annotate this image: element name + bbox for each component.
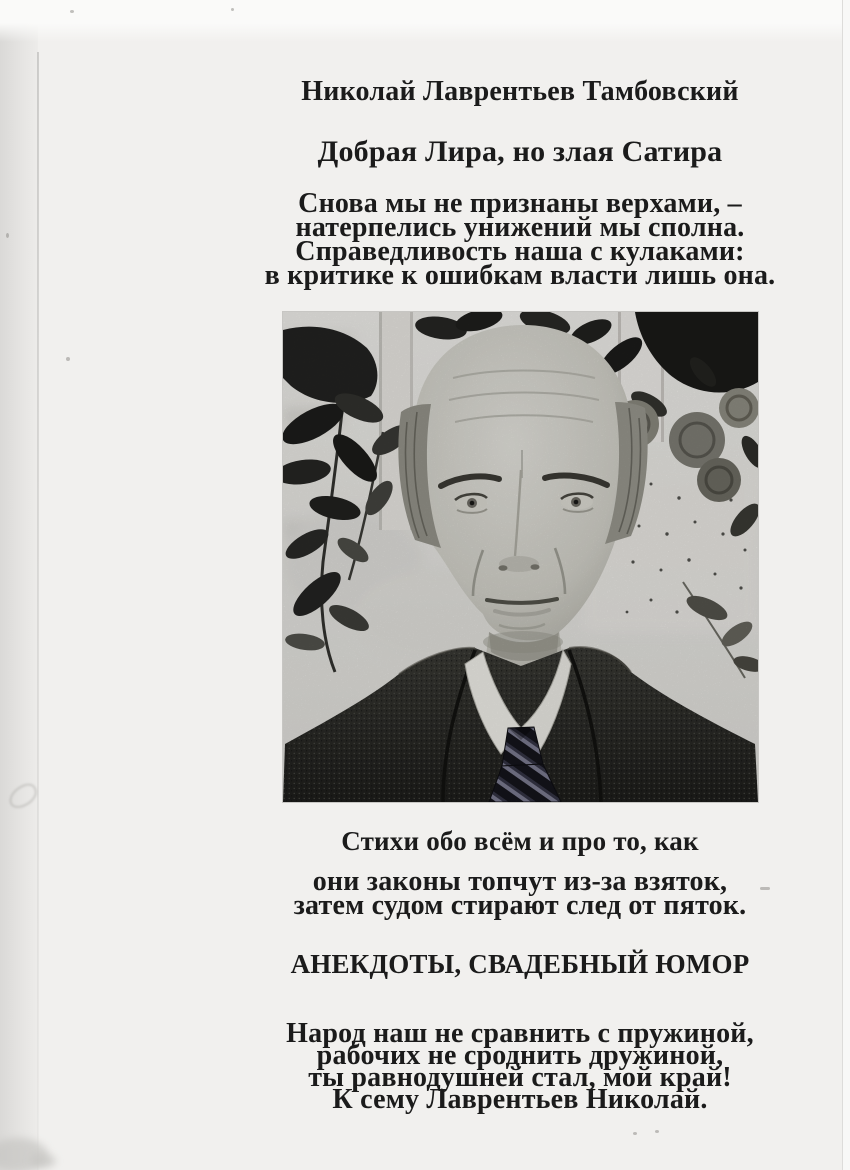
scan-speck	[231, 8, 234, 11]
genres-line: АНЕКДОТЫ, СВАДЕБНЫЙ ЮМОР	[290, 949, 750, 979]
scan-smudge	[30, 1154, 56, 1168]
closing-quatrain	[190, 1018, 850, 1115]
epigraph-line: в критике к ошибкам власти лишь она.	[264, 260, 776, 291]
portrait-photo-image	[283, 312, 758, 802]
page-edge-line	[37, 52, 39, 1170]
epigraph-line: Снова мы не признаны верхами, –	[298, 188, 742, 219]
scan-speck	[633, 1132, 637, 1135]
scan-edge-shadow	[0, 0, 38, 1170]
scan-right-highlight	[842, 0, 850, 1170]
couplet	[190, 866, 850, 921]
closing-line: рабочих не сроднить дружиной,	[316, 1040, 724, 1071]
scan-speck	[6, 233, 9, 238]
scan-speck	[70, 10, 74, 13]
author-name: Николай Лаврентьев Тамбовский	[301, 76, 739, 107]
epigraph-quatrain	[190, 188, 850, 291]
closing-line: Народ наш не сравнить с пружиной,	[286, 1018, 754, 1049]
closing-line: ты равнодушней стал, мой край!	[308, 1062, 732, 1093]
scan-top-highlight	[0, 0, 850, 42]
tagline: Стихи обо всём и про то, как	[341, 826, 699, 856]
epigraph-line: Справедливость наша с кулаками:	[295, 236, 745, 267]
couplet-line: затем судом стирают след от пяток.	[293, 890, 747, 921]
closing-line: К сему Лаврентьев Николай.	[332, 1084, 708, 1115]
scan-speck	[66, 357, 70, 361]
scan-speck	[655, 1130, 659, 1133]
epigraph-line: натерпелись унижений мы сполна.	[295, 212, 745, 243]
book-title: Добрая Лира, но злая Сатира	[317, 135, 723, 168]
couplet-line: они законы топчут из-за взяток,	[312, 866, 728, 897]
portrait-photo	[283, 312, 758, 802]
photo-grain-overlay	[283, 312, 758, 802]
